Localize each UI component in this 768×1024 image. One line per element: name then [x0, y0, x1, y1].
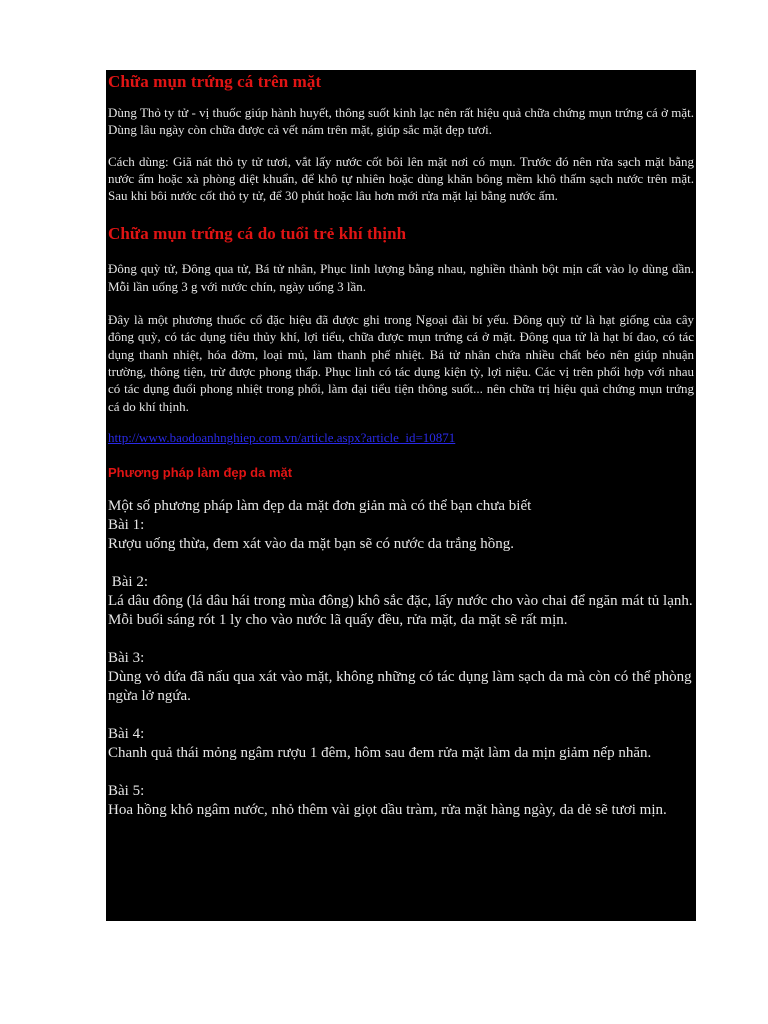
recipe-5	[108, 782, 694, 820]
recipe-2-label: Bài 2:	[108, 573, 148, 590]
recipe-1	[108, 516, 694, 554]
recipe-2-text: Lá dâu đông (lá dâu hái trong mùa đông) khô sắc đặc, lấy nước cho vào chai để ngăn mát tủ lạnh. Mỗi buổi sáng rót 1 ly cho vào nước lã quấy đều, rửa mặt, da mặt sẽ rất mịn.	[108, 592, 693, 628]
section-2-heading: Chữa mụn trứng cá do tuổi trẻ khí thịnh	[108, 224, 407, 244]
recipe-4-label: Bài 4:	[108, 725, 145, 742]
recipe-2	[108, 573, 694, 630]
section-1-paragraph-2: Cách dùng: Giã nát thỏ ty tử tươi, vắt lấy nước cốt bôi lên mặt nơi có mụn. Trước đó nên rửa sạch mặt bằng nước ấm hoặc xà phòng diệt khuẩn, để khô tự nhiên hoặc dùng khăn bông mềm khô thấm sạch nước trên mặt. Sau khi bôi nước cốt thỏ ty tử, để 30 phút hoặc lâu hơn mới rửa mặt lại bằng nước ấm.	[108, 153, 694, 204]
recipe-3	[108, 649, 694, 706]
recipe-4-text: Chanh quả thái mỏng ngâm rượu 1 đêm, hôm sau đem rửa mặt làm da mịn giảm nếp nhăn.	[108, 744, 652, 761]
recipe-1-text: Rượu uống thừa, đem xát vào da mặt bạn sẽ có nước da trắng hồng.	[108, 535, 514, 552]
recipe-1-label: Bài 1:	[108, 516, 145, 533]
source-link[interactable]: http://www.baodoanhnghiep.com.vn/article.aspx?article_id=10871	[108, 429, 456, 445]
recipe-5-label: Bài 5:	[108, 782, 145, 799]
recipe-3-label: Bài 3:	[108, 649, 145, 666]
section-3-intro: Một số phương pháp làm đẹp da mặt đơn giản mà có thể bạn chưa biết	[108, 497, 532, 514]
recipe-5-text: Hoa hồng khô ngâm nước, nhỏ thêm vài giọt dầu tràm, rửa mặt hàng ngày, da dẻ sẽ tươi mịn.	[108, 801, 667, 818]
section-2-paragraph-2: Đây là một phương thuốc cổ đặc hiệu đã được ghi trong Ngoại đài bí yếu. Đông quỳ tử là hạt giống của cây đông quỳ, có tác dụng tiêu thủy khí, lợi tiểu, chữa được mụn trứng cá ở mặt. Đông qua tử là hạt bí đao, có tác dụng thanh nhiệt, hóa đờm, loại mủ, làm thanh phế nhiệt. Bá tử nhân chứa nhiều chất béo nên giúp nhuận trường, thông tiện, trừ được phong thấp. Phục linh có tác dụng kiện tỳ, lợi niệu. Các vị trên phối hợp với nhau có tác dụng đuổi phong nhiệt trong phổi, làm đại tiểu tiện thông suốt... nên chữa trị hiệu quả chứng mụn trứng cá do khí thịnh.	[108, 312, 694, 414]
section-3-heading: Phương pháp làm đẹp da mặt	[108, 464, 293, 480]
recipe-3-text: Dùng vỏ dứa đã nấu qua xát vào mặt, không những có tác dụng làm sạch da mà còn có thể phòng ngừa lở ngứa.	[108, 668, 692, 704]
section-1-heading: Chữa mụn trứng cá trên mặt	[108, 72, 322, 91]
section-1-paragraph-1: Dùng Thỏ ty tử - vị thuốc giúp hành huyết, thông suốt kinh lạc nên rất hiệu quả chữa chứng mụn trứng cá ở mặt. Dùng lâu ngày còn chữa được cả vết nám trên mặt, giúp sắc mặt đẹp tươi.	[108, 105, 694, 138]
document-content	[106, 70, 696, 921]
section-2-paragraph-1: Đông quỳ tử, Đông qua tử, Bá tử nhân, Phục linh lượng bằng nhau, nghiền thành bột mịn cất vào lọ dùng dần. Mỗi lần uống 3 g với nước chín, ngày uống 3 lần.	[108, 261, 694, 294]
recipe-4	[108, 725, 694, 763]
